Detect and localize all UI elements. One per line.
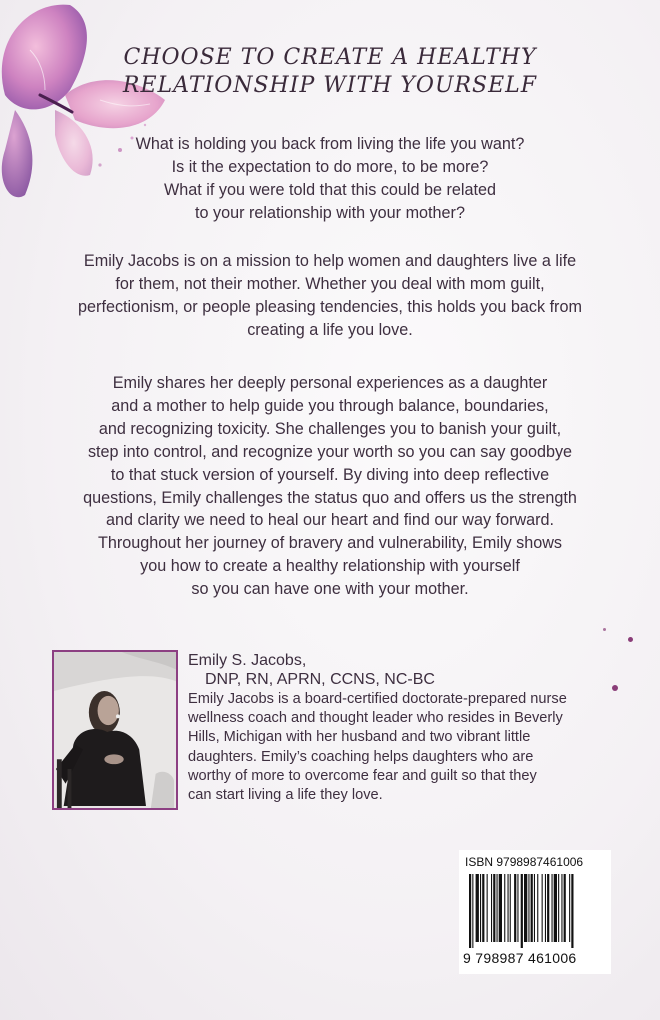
blurb-line: Emily shares her deeply personal experiences as a daughter	[112, 374, 548, 392]
blurb-line: Emily Jacobs is on a mission to help women and daughters live a life	[83, 252, 577, 270]
author-credentials: DNP, RN, APRN, CCNS, NC-BC	[205, 671, 435, 688]
blurb-line: perfectionism, or people pleasing tendencies, this holds you back from	[78, 297, 582, 316]
blurb-line: creating a life you love.	[247, 320, 413, 339]
paint-splatter-dot	[628, 637, 633, 642]
blurb-line: What is holding you back from living the life you want?	[135, 135, 525, 153]
barcode-icon	[469, 874, 603, 948]
author-name: Emily S. Jacobs,	[188, 652, 307, 669]
blurb-paragraph-1	[60, 133, 600, 225]
blurb-line: and recognizing toxicity. She challenges you to banish your guilt,	[98, 419, 562, 438]
back-cover-title	[100, 44, 560, 100]
blurb-paragraph-3	[60, 372, 600, 601]
bio-line: Emily Jacobs is a board-certified doctorate-prepared nurse	[188, 691, 567, 707]
blurb-line: so you can have one with your mother.	[191, 580, 469, 599]
blurb-line: questions, Emily challenges the status quo and offers us the strength	[83, 488, 577, 507]
title-line-2: RELATIONSHIP WITH YOURSELF	[122, 73, 538, 98]
blurb-line: you how to create a healthy relationship with yourself	[140, 557, 520, 576]
blurb-line: for them, not their mother. Whether you deal with mom guilt,	[115, 274, 545, 293]
bio-line: worthy of more to overcome fear and guilt so that they	[188, 767, 537, 784]
blurb-line: Is it the expectation to do more, to be more?	[171, 157, 489, 176]
bio-line: Hills, Michigan with her husband and two vibrant little	[188, 729, 531, 746]
blurb-line: What if you were told that this could be related	[163, 180, 497, 199]
blurb-line: to that stuck version of yourself. By diving into deep reflective	[110, 465, 550, 484]
title-line-1: CHOOSE TO CREATE A HEALTHY	[123, 45, 537, 70]
isbn-barcode-panel	[459, 850, 611, 974]
blurb-line: step into control, and recognize your worth so you can say goodbye	[87, 442, 573, 461]
bio-line: wellness coach and thought leader who resides in Beverly	[188, 710, 563, 727]
author-bio	[188, 690, 613, 805]
isbn-label: ISBN 9798987461006	[465, 855, 584, 869]
paint-splatter-dot	[603, 628, 606, 631]
blurb-paragraph-2	[60, 250, 600, 342]
author-photo	[52, 650, 178, 810]
blurb-line: to your relationship with your mother?	[195, 203, 465, 222]
barcode-digits: 9 798987 461006	[463, 950, 577, 966]
bio-line: daughters. Emily’s coaching helps daughters who are	[188, 748, 534, 765]
blurb-line: and a mother to help guide you through balance, boundaries,	[111, 396, 549, 415]
blurb-line: Throughout her journey of bravery and vulnerability, Emily shows	[98, 534, 562, 553]
bio-line: can start living a life they love.	[188, 787, 383, 804]
blurb-line: and clarity we need to heal our heart and find our way forward.	[105, 511, 555, 530]
